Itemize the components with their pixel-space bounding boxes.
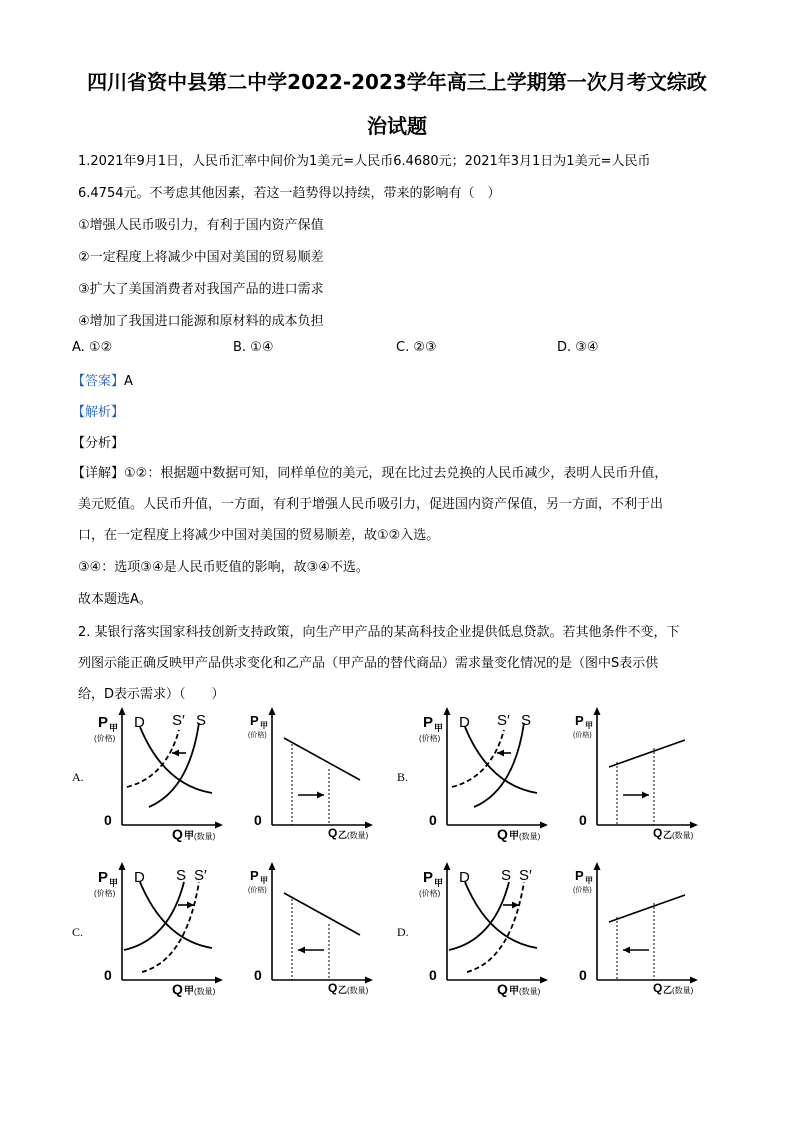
origin-label: 0	[579, 812, 587, 828]
shifted-supply-curve	[452, 730, 504, 787]
graph-option-b[interactable]	[419, 705, 709, 840]
qty-unit-label: (数量)	[347, 831, 369, 840]
price-unit-label: (价格)	[419, 734, 441, 743]
price-axis-sub: 甲	[434, 723, 444, 733]
q1-option-c: C. ②③	[396, 340, 437, 355]
q2-stem-cont: 给，D表示需求）（ ）	[78, 687, 225, 702]
q2-stem-cont: 列图示能正确反映甲产品供求变化和乙产品（甲产品的替代商品）需求量变化情况的是（图中S表示供	[78, 656, 659, 671]
quantity-change-arrow-head	[317, 792, 324, 799]
origin-label: 0	[104, 812, 112, 828]
shift-arrow-head	[172, 750, 179, 757]
q1-item: ③扩大了美国消费者对我国产品的进口需求	[78, 282, 324, 297]
qty-unit-label: (数量)	[194, 832, 216, 841]
supply-curve	[149, 723, 199, 807]
supply-label: S	[176, 867, 187, 884]
price-unit-label: (价格)	[94, 889, 116, 898]
qty-unit-label: (数量)	[672, 986, 694, 995]
answer-tag: 【答案】	[72, 374, 125, 389]
y-axis-arrow	[119, 707, 126, 715]
price-axis-label: P	[98, 714, 109, 731]
graph-option-c[interactable]	[94, 860, 384, 995]
substitute-graph	[248, 862, 373, 995]
demand-label: D	[134, 714, 145, 731]
price-unit-label: (价格)	[94, 734, 116, 743]
substitute-demand-line	[284, 738, 360, 780]
q1-option-a: A. ①②	[72, 340, 113, 355]
shifted-supply-label: S′	[172, 712, 185, 729]
q1-option-d: D. ③④	[557, 340, 599, 355]
shifted-supply-curve	[127, 730, 179, 787]
q1-stem: 1.2021年9月1日，人民币汇率中间价为1美元=人民币6.4680元；2021年3月1日为1美元=人民币	[78, 154, 651, 169]
fenxi-tag: 【分析】	[72, 436, 125, 451]
supply-curve	[474, 723, 524, 807]
y-axis-arrow	[269, 707, 276, 715]
q1-item: ①增强人民币吸引力，有利于国内资产保值	[78, 218, 324, 233]
option-letter[interactable]: C.	[72, 925, 84, 939]
origin-label: 0	[254, 812, 262, 828]
x-axis-arrow	[690, 822, 698, 829]
qty-axis-sub: 乙	[663, 830, 673, 840]
price-axis-label: P	[98, 869, 109, 886]
detail-text: ③④：选项③④是人民币贬值的影响，故③④不选。	[78, 560, 369, 575]
supply-label: S	[501, 867, 512, 884]
price-axis-sub: 甲	[585, 721, 593, 730]
y-axis-arrow	[119, 862, 126, 870]
qty-unit-label: (数量)	[672, 831, 694, 840]
graph-option-a[interactable]	[94, 705, 384, 840]
x-axis-arrow	[215, 822, 223, 829]
qty-axis-label: Q	[172, 981, 183, 997]
qty-axis-label: Q	[497, 826, 508, 842]
x-axis-arrow	[365, 977, 373, 984]
option-letter[interactable]: B.	[397, 770, 409, 784]
shifted-supply-label: S′	[497, 712, 510, 729]
supply-demand-graph	[94, 862, 223, 997]
price-axis-sub: 甲	[434, 878, 444, 888]
supply-label: S	[521, 712, 532, 729]
shifted-supply-label: S′	[194, 867, 207, 884]
y-axis-arrow	[269, 862, 276, 870]
demand-label: D	[134, 869, 145, 886]
qty-unit-label: (数量)	[519, 987, 541, 996]
price-unit-label: (价格)	[248, 887, 267, 894]
substitute-demand-line	[284, 893, 360, 935]
qty-axis-sub: 乙	[338, 830, 348, 840]
qty-unit-label: (数量)	[194, 987, 216, 996]
graph-option-d[interactable]	[419, 860, 709, 995]
qty-axis-label: Q	[172, 826, 183, 842]
qty-axis-label: Q	[497, 981, 508, 997]
shift-arrow-head	[497, 750, 504, 757]
origin-label: 0	[104, 967, 112, 983]
qty-axis-label: Q	[328, 826, 338, 840]
shift-arrow-head	[187, 902, 194, 909]
detail-text: 美元贬值。人民币升值，一方面，有利于增强人民币吸引力，促进国内资产保值，另一方面，不利于出	[78, 497, 664, 512]
q1-item: ④增加了我国进口能源和原材料的成本负担	[78, 314, 324, 329]
qty-axis-sub: 甲	[184, 986, 194, 997]
q1-item: ②一定程度上将减少中国对美国的贸易顺差	[78, 250, 324, 265]
quantity-change-arrow-head	[298, 947, 305, 954]
supply-demand-graph	[419, 862, 548, 997]
option-letter[interactable]: A.	[72, 770, 84, 784]
price-unit-label: (价格)	[573, 887, 592, 894]
analysis-tag-text: 【解析】	[72, 405, 125, 420]
demand-label: D	[459, 714, 470, 731]
qty-unit-label: (数量)	[347, 986, 369, 995]
supply-curve	[124, 882, 184, 950]
y-axis-arrow	[444, 707, 451, 715]
qty-axis-sub: 甲	[509, 986, 519, 997]
q2-stem: 2. 某银行落实国家科技创新支持政策，向生产甲产品的某高科技企业提供低息贷款。若其他条件不变，下	[78, 625, 680, 640]
price-axis-sub: 甲	[585, 876, 593, 885]
x-axis-arrow	[215, 977, 223, 984]
option-letter[interactable]: D.	[397, 925, 409, 939]
price-axis-label: P	[575, 713, 584, 728]
supply-demand-graph	[94, 707, 223, 842]
substitute-graph	[573, 862, 698, 995]
answer-value: A	[124, 374, 133, 389]
price-axis-label: P	[250, 868, 259, 883]
substitute-graph	[248, 707, 373, 840]
price-axis-sub: 甲	[260, 876, 268, 885]
price-axis-label: P	[250, 713, 259, 728]
price-unit-label: (价格)	[419, 889, 441, 898]
supply-curve	[449, 882, 509, 950]
q1-option-b: B. ①④	[233, 340, 274, 355]
page-title: 四川省资中县第二中学2022-2023学年高三上学期第一次月考文综政	[87, 70, 707, 94]
origin-label: 0	[429, 812, 437, 828]
qty-axis-sub: 甲	[509, 831, 519, 842]
answer-line	[72, 370, 133, 389]
substitute-demand-line	[609, 740, 685, 767]
origin-label: 0	[254, 967, 262, 983]
qty-axis-sub: 甲	[184, 831, 194, 842]
y-axis-arrow	[594, 862, 601, 870]
supply-demand-graph	[419, 707, 548, 842]
detail-text: 口，在一定程度上将减少中国对美国的贸易顺差，故①②入选。	[78, 528, 440, 543]
substitute-graph	[573, 707, 698, 840]
x-axis-arrow	[540, 822, 548, 829]
price-axis-sub: 甲	[260, 721, 268, 730]
detail-text: ①②：根据题中数据可知，同样单位的美元，现在比过去兑换的人民币减少，表明人民币升值，	[124, 466, 668, 481]
origin-label: 0	[579, 967, 587, 983]
page-title-cont: 治试题	[367, 114, 427, 138]
qty-axis-label: Q	[328, 981, 338, 995]
price-axis-label: P	[423, 714, 434, 731]
quantity-change-arrow-head	[642, 792, 649, 799]
q1-stem-cont: 6.4754元。不考虑其他因素，若这一趋势得以持续，带来的影响有（ ）	[78, 186, 501, 201]
price-axis-sub: 甲	[109, 878, 119, 888]
qty-axis-sub: 乙	[338, 985, 348, 995]
qty-axis-label: Q	[653, 981, 663, 995]
supply-label: S	[196, 712, 207, 729]
price-unit-label: (价格)	[573, 732, 592, 739]
detail-tag: 【详解】	[72, 466, 125, 481]
price-axis-label: P	[575, 868, 584, 883]
price-axis-label: P	[423, 869, 434, 886]
origin-label: 0	[429, 967, 437, 983]
qty-axis-sub: 乙	[663, 985, 673, 995]
qty-unit-label: (数量)	[519, 832, 541, 841]
demand-label: D	[459, 869, 470, 886]
y-axis-arrow	[444, 862, 451, 870]
analysis-tag	[72, 401, 124, 420]
y-axis-arrow	[594, 707, 601, 715]
shift-arrow-head	[512, 902, 519, 909]
conclusion: 故本题选A。	[78, 592, 152, 607]
x-axis-arrow	[690, 977, 698, 984]
x-axis-arrow	[365, 822, 373, 829]
detail-line	[72, 462, 667, 481]
price-unit-label: (价格)	[248, 732, 267, 739]
x-axis-arrow	[540, 977, 548, 984]
price-axis-sub: 甲	[109, 723, 119, 733]
substitute-demand-line	[609, 895, 685, 922]
quantity-change-arrow-head	[623, 947, 630, 954]
shifted-supply-label: S′	[519, 867, 532, 884]
qty-axis-label: Q	[653, 826, 663, 840]
